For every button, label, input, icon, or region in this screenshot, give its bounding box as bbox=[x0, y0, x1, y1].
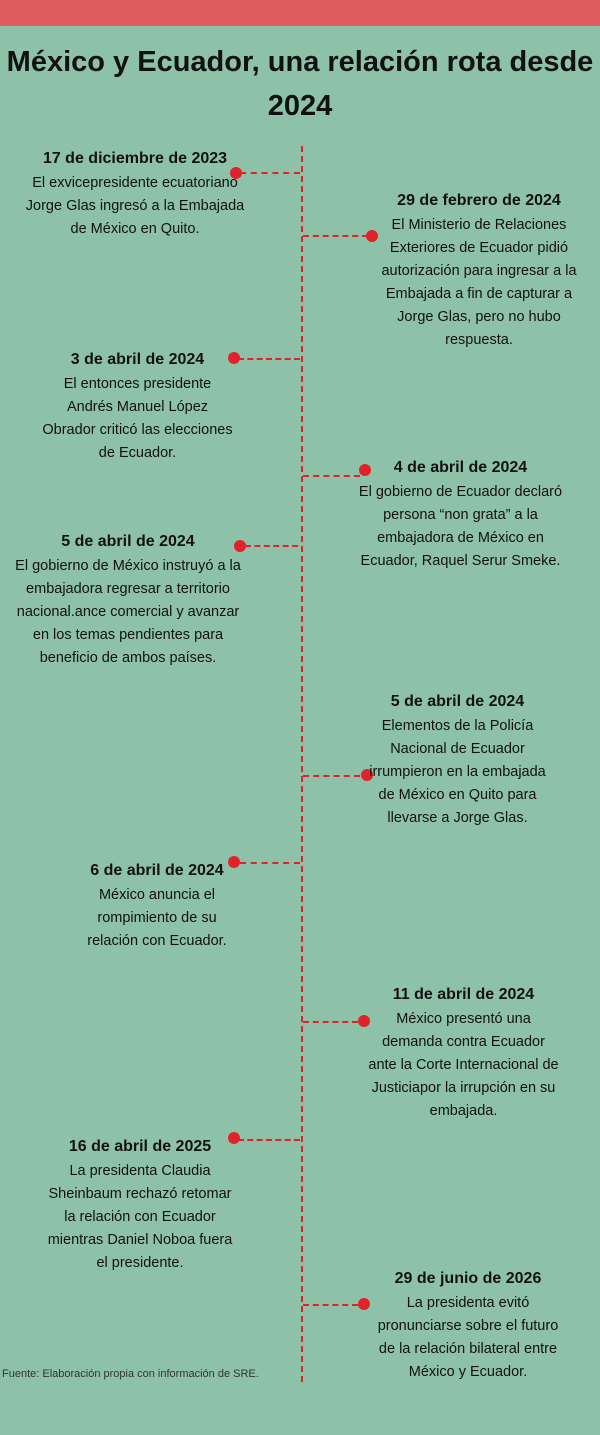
event-date: 4 de abril de 2024 bbox=[393, 459, 528, 476]
timeline-event bbox=[366, 984, 561, 1123]
timeline-event bbox=[368, 1268, 568, 1384]
timeline-event bbox=[72, 860, 242, 953]
event-description: México presentó una demanda contra Ecuador ante la Corte Internacional de Justiciapor la irrupción en su embajada. bbox=[368, 1011, 559, 1119]
event-date: 5 de abril de 2024 bbox=[390, 693, 525, 710]
event-date: 11 de abril de 2024 bbox=[392, 986, 535, 1003]
event-description: Elementos de la Policía Nacional de Ecuador irrumpieron en la embajada de México en Quito para llevarse a Jorge Glas. bbox=[369, 718, 546, 826]
timeline-connector bbox=[240, 862, 300, 864]
timeline-connector bbox=[303, 1304, 358, 1306]
timeline-connector bbox=[245, 545, 298, 547]
event-date: 29 de junio de 2026 bbox=[394, 1270, 542, 1287]
event-description: La presidenta Claudia Sheinbaum rechazó retomar la relación con Ecuador mientras Daniel Noboa fuera el presidente. bbox=[47, 1163, 233, 1271]
timeline-event bbox=[358, 457, 563, 573]
timeline-event bbox=[40, 349, 235, 465]
timeline-event bbox=[370, 190, 588, 352]
timeline-event bbox=[25, 148, 245, 241]
event-date: 17 de diciembre de 2023 bbox=[42, 150, 228, 167]
event-description: La presidenta evitó pronunciarse sobre el futuro de la relación bilateral entre México y Ecuador. bbox=[377, 1295, 559, 1380]
timeline-event bbox=[42, 1136, 238, 1275]
timeline-connector bbox=[238, 358, 300, 360]
timeline-connector bbox=[303, 235, 368, 237]
timeline-event bbox=[14, 531, 242, 670]
page-title: México y Ecuador, una relación rota desde 2024 bbox=[6, 46, 594, 122]
timeline-connector bbox=[303, 475, 360, 477]
event-description: El exvicepresidente ecuatoriano Jorge Glas ingresó a la Embajada de México en Quito. bbox=[25, 175, 245, 237]
timeline-connector bbox=[303, 1021, 358, 1023]
top-banner bbox=[0, 0, 600, 26]
event-date: 5 de abril de 2024 bbox=[61, 533, 195, 550]
event-date: 3 de abril de 2024 bbox=[70, 351, 205, 368]
timeline-connector bbox=[303, 775, 360, 777]
event-date: 16 de abril de 2025 bbox=[68, 1138, 212, 1155]
source-note: Fuente: Elaboración propia con información de SRE. bbox=[2, 1368, 259, 1380]
event-description: México anuncia el rompimiento de su relación con Ecuador. bbox=[87, 887, 227, 949]
event-date: 6 de abril de 2024 bbox=[90, 862, 224, 879]
timeline-connector bbox=[238, 1139, 300, 1141]
event-description: El gobierno de México instruyó a la embajadora regresar a territorio nacional.ance comercial y avanzar en los temas pendientes para beneficio de ambos países. bbox=[15, 558, 241, 666]
event-description: El gobierno de Ecuador declaró persona “non grata” a la embajadora de México en Ecuador, Raquel Serur Smeke. bbox=[358, 484, 563, 569]
event-description: El entonces presidente Andrés Manuel López Obrador criticó las elecciones de Ecuador. bbox=[42, 376, 233, 461]
timeline-axis bbox=[301, 146, 303, 1382]
timeline-connector bbox=[240, 172, 300, 174]
timeline-event bbox=[365, 691, 550, 830]
event-date: 29 de febrero de 2024 bbox=[397, 192, 561, 209]
event-description: El Ministerio de Relaciones Exteriores de Ecuador pidió autorización para ingresar a la Embajada a fin de capturar a Jorge Glas, pero no hubo respuesta. bbox=[381, 217, 577, 348]
